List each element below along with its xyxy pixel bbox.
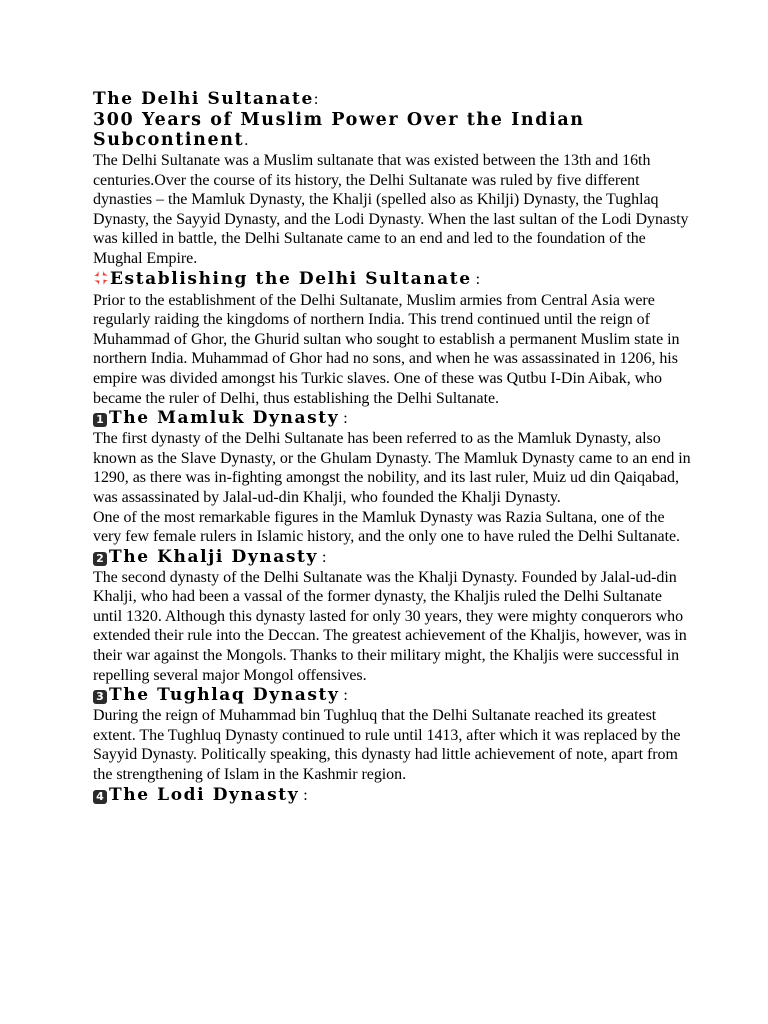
section-heading-tail: : [339, 410, 348, 428]
keycap-2-icon: 2 [93, 552, 107, 566]
section-paragraph: One of the most remarkable figures in the Mamluk Dynasty was Razia Sultana, one of the very few female rulers in Islamic history, and the only one to have ruled the Delhi Sultanate. [93, 508, 680, 546]
title-line3: Subcontinent [93, 130, 245, 150]
title-line1: The Delhi Sultanate [93, 89, 314, 109]
section-paragraph: The first dynasty of the Delhi Sultanate has been referred to as the Mamluk Dynasty, also known as the Slave Dynasty, or the Ghulam Dynasty. The Mamluk Dynasty came to an end in 1290, as there was in-fighting amongst the nobility, and its last ruler, Muiz ud din Qaiqabad, was assassinated by Jalal-ud-din Khalji, who founded the Khalji Dynasty. [93, 430, 691, 506]
section-heading-text: The Lodi Dynasty [109, 784, 300, 805]
title-line3-tail: . [244, 132, 249, 149]
section-heading-establishing [93, 269, 693, 291]
document-title [93, 89, 693, 110]
section-heading-tughlaq [93, 685, 693, 706]
intro-paragraph: The Delhi Sultanate was a Muslim sultanate that was existed between the 13th and 16th centuries.Over the course of its history, the Delhi Sultanate was ruled by five different dynasties – the Mamluk Dynasty, the Khalji (spelled also as Khilji) Dynasty, the Tughlaq Dynasty, the Sayyid Dynasty, and the Lodi Dynasty. When the last sultan of the Lodi Dynasty was killed in battle, the Delhi Sultanate came to an end and led to the foundation of the Mughal Empire. [93, 152, 689, 267]
section-heading-text: Establishing the Delhi Sultanate [110, 268, 472, 289]
section-heading-text: The Tughlaq Dynasty [109, 685, 340, 706]
anger-symbol-icon [93, 270, 109, 291]
document-subtitle-continued [93, 130, 693, 151]
section-heading-tail: : [299, 786, 308, 804]
section-heading-tail: : [471, 270, 481, 288]
document-subtitle: 300 Years of Muslim Power Over the Indian [93, 110, 585, 130]
section-heading-mamluk [93, 408, 693, 429]
document-page [93, 89, 693, 806]
keycap-4-icon: 4 [93, 790, 107, 804]
section-paragraph: Prior to the establishment of the Delhi Sultanate, Muslim armies from Central Asia were regularly raiding the kingdoms of northern India. This trend continued until the reign of Muhammad of Ghor, the Ghurid sultan who sought to establish a permanent Muslim state in northern India. Muhammad of Ghor had no sons, and when he was assassinated in 1206, his empire was divided amongst his Turkic slaves. One of these was Qutbu I-Din Aibak, who became the ruler of Delhi, thus establishing the Delhi Sultanate. [93, 291, 680, 407]
section-heading-text: The Mamluk Dynasty [109, 408, 340, 429]
section-heading-tail: : [339, 687, 348, 705]
section-paragraph: During the reign of Muhammad bin Tughluq that the Delhi Sultanate reached its greatest extent. The Tughluq Dynasty continued to rule until 1413, after which it was replaced by the Sayyid Dynasty. Politically speaking, this dynasty had little achievement of note, apart from the strengthening of Islam in the Kashmir region. [93, 707, 681, 784]
section-paragraph: The second dynasty of the Delhi Sultanate was the Khalji Dynasty. Founded by Jalal-ud-din Khalji, who had been a vassal of the former dynasty, the Khaljis ruled the Delhi Sultanate until 1320. Although this dynasty lasted for only 30 years, they were mighty conquerors who extended their rule into the Deccan. The greatest achievement of the Khaljis, however, was in their war against the Mongols. Thanks to their military might, the Khaljis were successful in repelling several major Mongol offensives. [93, 568, 687, 684]
section-heading-tail: : [317, 548, 327, 566]
section-heading-khalji [93, 547, 693, 568]
keycap-3-icon: 3 [93, 690, 107, 704]
section-heading-text: The Khalji Dynasty [109, 546, 318, 567]
title-line1-tail: : [313, 91, 319, 108]
keycap-1-icon: 1 [93, 413, 107, 427]
section-heading-lodi [93, 785, 693, 806]
